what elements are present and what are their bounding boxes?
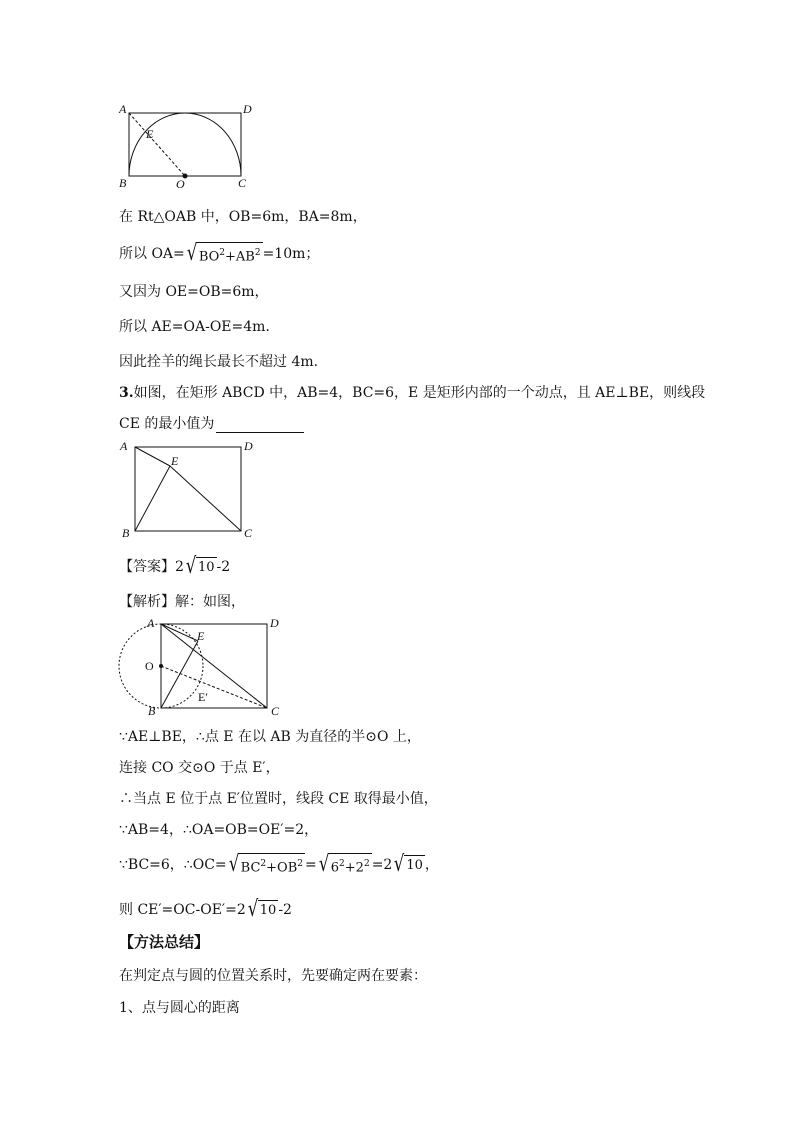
text: 解：如图， [175, 594, 245, 610]
label-O: O [176, 177, 185, 191]
question-text: CE 的最小值为 [119, 416, 215, 432]
exponent: 2 [339, 859, 345, 869]
label-A: A [147, 616, 155, 630]
solution-line-1: 在 Rt△OAB 中，OB=6m，BA=8m， [119, 209, 367, 225]
text: ， [424, 857, 439, 874]
question-number: 3. [119, 385, 134, 401]
label-B: B [122, 526, 130, 540]
label-A: A [119, 102, 127, 116]
text: 则 CE′=OC-OE′=2 [119, 902, 246, 918]
solution-line-5: 因此拴羊的绳长最长不超过 4m. [119, 354, 319, 370]
label-D: D [244, 439, 253, 453]
text: 2 [175, 559, 184, 575]
figure-rectangle-abcd [114, 436, 264, 542]
answer-tag: 【答案】 [119, 559, 175, 575]
step-2: 连接 CO 交⊙O 于点 E′， [119, 760, 280, 776]
answer-line [119, 556, 230, 578]
answer-blank [216, 418, 304, 433]
label-B: B [119, 176, 127, 190]
exponent: 2 [260, 859, 267, 869]
label-B: B [148, 704, 156, 718]
analysis-line [119, 593, 245, 611]
step-3: ∴当点 E 位于点 E′位置时，线段 CE 取得最小值， [119, 791, 438, 807]
label-D: D [270, 616, 279, 630]
sqrt-expression: √ 10 [394, 852, 423, 878]
term: +AB [225, 249, 255, 265]
exponent: 2 [363, 859, 370, 869]
label-E: E [171, 454, 179, 468]
summary-text: 在判定点与圆的位置关系时，先要确定两在要素： [119, 968, 427, 984]
figure-rectangle-semicircle [114, 100, 274, 194]
radicand: 10 [196, 557, 217, 577]
solution-line-3: 又因为 OE=OB=6m， [119, 284, 269, 300]
summary-title: 【方法总结】 [119, 933, 210, 951]
exponent: 2 [297, 859, 303, 869]
exponent: 2 [254, 248, 261, 258]
term: BO [198, 249, 220, 265]
text: = [305, 857, 317, 874]
sqrt-expression: √ $6^2+2^2$ [318, 852, 370, 878]
text: -2 [278, 902, 292, 918]
exponent: 2 [219, 248, 225, 258]
label-O: O [145, 659, 154, 673]
text: -2 [216, 559, 231, 575]
label-A: A [120, 439, 128, 453]
sqrt-expression: √ $BC^2+OB^2$ [228, 852, 303, 878]
label-C: C [238, 176, 247, 190]
summary-item-1: 1、点与圆心的距离 [119, 1000, 240, 1016]
term: 6 [330, 860, 340, 876]
figure-rectangle-circle [114, 612, 289, 722]
sqrt-expression: √ $BO^2+AB^2$ [186, 241, 261, 267]
step-4: ∵AB=4，∴OA=OB=OE′=2， [119, 822, 319, 838]
label-E: E [197, 629, 205, 643]
label-E-prime: E′ [198, 690, 208, 704]
step-5 [119, 853, 439, 877]
text: 所以 OA= [119, 246, 185, 263]
label-D: D [243, 102, 252, 116]
radicand: 10 [258, 900, 279, 920]
term: +2 [344, 860, 364, 876]
label-E: E [146, 127, 154, 141]
text: =10m； [262, 246, 320, 263]
step-1: ∵AE⊥BE，∴点 E 在以 AB 为直径的半⊙O 上， [119, 729, 421, 745]
step-6 [119, 899, 292, 921]
label-C: C [244, 526, 253, 540]
solution-line-4: 所以 AE=OA-OE=4m． [119, 319, 280, 335]
term: BC [240, 860, 261, 876]
question-text: 如图，在矩形 ABCD 中，AB=4，BC=6，E 是矩形内部的一个动点，且 AE⊥BE，则线段 [133, 385, 706, 401]
question-3-line-1 [119, 384, 705, 402]
analysis-tag: 【解析】 [119, 594, 175, 610]
text: =2 [371, 857, 393, 874]
label-C: C [271, 704, 280, 718]
solution-line-2 [119, 242, 319, 266]
sqrt-expression: √ 10 [185, 554, 215, 579]
text: ∵BC=6，∴OC= [119, 857, 227, 874]
radicand: 10 [404, 855, 425, 875]
term: +OB [266, 860, 298, 876]
sqrt-expression: √ 10 [247, 897, 277, 922]
question-3-line-2 [119, 415, 304, 433]
